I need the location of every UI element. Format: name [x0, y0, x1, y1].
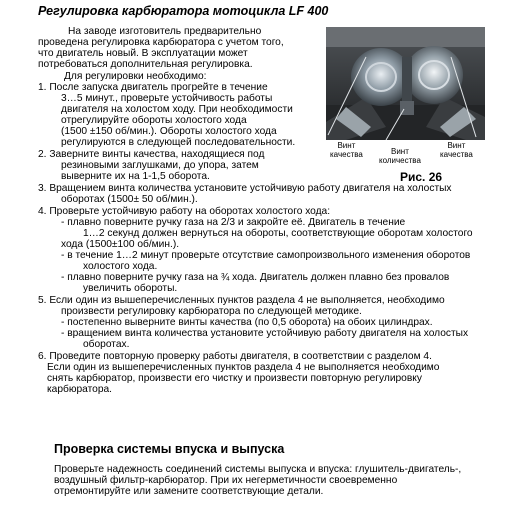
- step1-line: (1500 ±150 об/мин.). Обороты холостого хода: [61, 126, 277, 137]
- step3-line: 3. Вращением винта количества установите устойчивую работу двигателя на холостых: [38, 183, 452, 194]
- step2-line: выверните их на 1-1,5 оборота.: [61, 171, 210, 182]
- step4-line: 1…2 секунд должен вернуться на обороты, соответствующие оборотам холостого: [83, 228, 473, 239]
- intro-line: потребоваться дополнительная регулировка.: [38, 59, 253, 70]
- step5-line: оборотах.: [83, 339, 130, 350]
- intro-line: что двигатель новый. В эксплуатации может: [38, 48, 248, 59]
- figure-caption: Рис. 26: [400, 170, 443, 184]
- step5-line: 5. Если один из вышеперечисленных пунктов раздела 4 не выполняется, необходимо: [38, 295, 445, 306]
- step4-line: - в течение 1…2 минут проверьте отсутствие самопроизвольного изменения оборотов: [61, 250, 471, 261]
- section2-line: отремонтируйте или замените соответствующие детали.: [54, 486, 324, 497]
- section-heading: Проверка системы впуска и выпуска: [54, 442, 285, 456]
- step5-line: - постепенно выверните винты качества (по 0,5 оборота) на обоих цилиндрах.: [61, 317, 433, 328]
- step4-line: - плавно поверните ручку газа на 2/3 и закройте её. Двигатель в течение: [61, 217, 406, 228]
- step1-line: двигателя на холостом ходу. При необходимости: [61, 104, 293, 115]
- intro-line: Для регулировки необходимо:: [64, 71, 207, 82]
- step4-line: хода (1500±100 об/мин.).: [61, 239, 180, 250]
- label-quality-screw-left: Винт качества: [330, 141, 363, 159]
- step6-line: снять карбюратор, произвести его чистку и произвести повторную регулировку: [47, 373, 422, 384]
- intro-line: проведена регулировка карбюратора с учетом того,: [38, 37, 284, 48]
- step1-line: регулируются в следующей последовательности.: [61, 137, 296, 148]
- step4-line: - плавно поверните ручку газа на ¾ хода. Двигатель должен плавно без провалов: [61, 272, 450, 283]
- step1-line: 3…5 минут., проверьте устойчивость работы: [61, 93, 273, 104]
- carburetor-photo-drawing: [326, 27, 485, 140]
- step6-line: карбюратора.: [47, 384, 112, 395]
- step4-line: 4. Проверьте устойчивую работу на оборотах холостого хода:: [38, 206, 331, 217]
- section2-line: Проверьте надежность соединений системы выпуска и впуска: глушитель-двигатель-,: [54, 464, 462, 475]
- step2-line: 2. Заверните винты качества, находящиеся под: [38, 149, 265, 160]
- label-quantity-screw: Винт количества: [379, 147, 421, 165]
- carburetor-photo: [326, 27, 485, 140]
- step1-line: отрегулируйте обороты холостого хода: [61, 115, 247, 126]
- step4-line: увеличить обороты.: [83, 283, 178, 294]
- step5-line: произвести регулировку карбюратора по следующей методике.: [61, 306, 362, 317]
- intro-line: На заводе изготовитель предварительно: [68, 26, 262, 37]
- step3-line: оборотах (1500± 50 об/мин.).: [61, 194, 198, 205]
- section2-line: воздушный фильтр-карбюратор. При их негерметичности своевременно: [54, 475, 398, 486]
- step5-line: - вращением винта количества установите устойчивую работу двигателя на холостых: [61, 328, 469, 339]
- label-quality-screw-right: Винт качества: [440, 141, 473, 159]
- page-title: Регулировка карбюратора мотоцикла LF 400: [38, 4, 329, 18]
- step2-line: резиновыми заглушками, до упора, затем: [61, 160, 259, 171]
- step6-line: Если один из вышеперечисленных пунктов раздела 4 не выполняется необходимо: [47, 362, 440, 373]
- step6-line: 6. Проведите повторную проверку работы двигателя, в соответствии с разделом 4.: [38, 351, 432, 362]
- step4-line: холостого хода.: [83, 261, 158, 272]
- step1-line: 1. После запуска двигатель прогрейте в течение: [38, 82, 268, 93]
